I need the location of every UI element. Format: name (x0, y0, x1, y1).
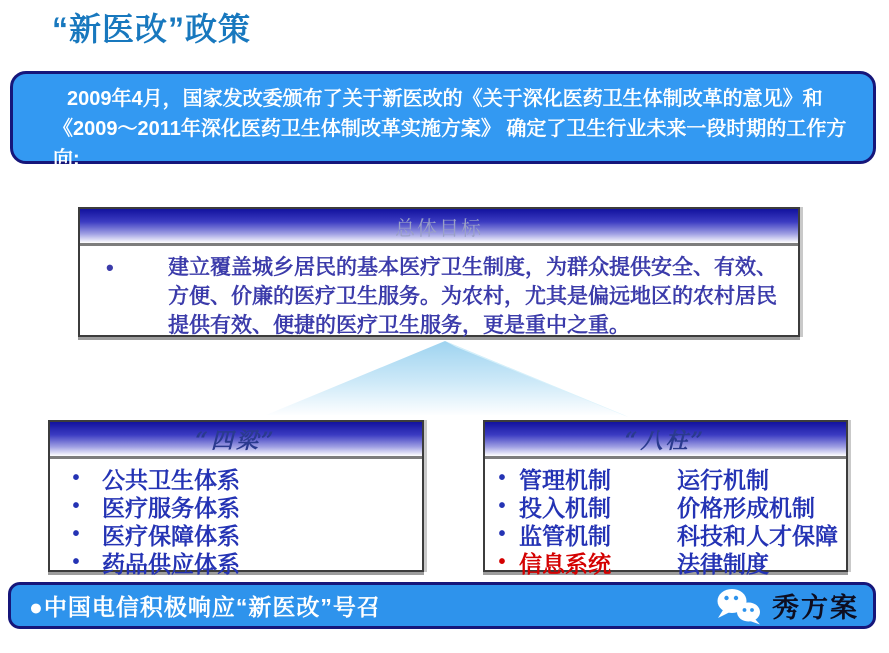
bullet-marker: • (498, 494, 506, 517)
overall-goal-text: 建立覆盖城乡居民的基本医疗卫生制度，为群众提供安全、有效、方便、价廉的医疗卫生服务。为农村，尤其是偏远地区的农村居民提供有效、便捷的医疗卫生服务，更是重中之重。 (168, 256, 777, 337)
page-title: “新医改”政策 (52, 11, 252, 47)
footer-brand (714, 586, 859, 625)
four-beams-header-label: “四梁” (195, 427, 277, 454)
intro-callout (10, 71, 876, 170)
intro-text: 2009年4月，国家发改委颁布了关于新医改的《关于深化医药卫生体制改革的意见》和《2009～2011年深化医药卫生体制改革实施方案》 确定了卫生行业未来一段时期的工作方向: (53, 88, 847, 170)
overall-goal-box (78, 207, 800, 337)
bullet-marker: • (498, 550, 506, 573)
eight-pillars-list (485, 465, 846, 575)
list-item-label: 法律制度 (677, 550, 769, 577)
list-item-label: 管理机制 (519, 466, 611, 493)
list-item-label: 信息系统 (519, 550, 611, 577)
four-beams-list (50, 465, 422, 575)
overall-goal-header (80, 209, 798, 246)
list-item-label: 投入机制 (519, 494, 611, 521)
list-item-label: 运行机制 (677, 466, 769, 493)
bullet-marker: • (72, 494, 80, 517)
list-item-label: 医疗服务体系 (102, 494, 240, 521)
list-item (50, 521, 422, 547)
four-beams-header (50, 422, 422, 459)
list-item-label: 药品供应体系 (102, 550, 240, 577)
overall-goal-header-label: 总体目标 (395, 217, 483, 240)
list-item (50, 465, 422, 491)
list-item-label: 公共卫生体系 (102, 466, 240, 493)
list-item-highlighted (485, 549, 846, 575)
bullet-marker: • (106, 255, 114, 280)
brand-name: 秀方案 (772, 593, 859, 623)
pyramid-shape (256, 339, 634, 417)
bullet-marker: • (498, 522, 506, 545)
footer-slogan: ●中国电信积极响应“新医改”号召 (29, 594, 381, 620)
list-item-label: 医疗保障体系 (102, 522, 240, 549)
list-item-label: 价格形成机制 (677, 494, 815, 521)
bullet-marker: • (498, 466, 506, 489)
list-item-label: 监管机制 (519, 522, 611, 549)
list-item (485, 465, 846, 491)
bullet-marker: • (72, 550, 80, 573)
list-item (485, 521, 846, 547)
four-beams-box (48, 420, 424, 577)
list-item (50, 549, 422, 575)
eight-pillars-box (483, 420, 848, 577)
list-item (485, 493, 846, 519)
bullet-marker: • (72, 522, 80, 545)
list-item (50, 493, 422, 519)
footer-bar (8, 582, 876, 629)
wechat-icon (714, 587, 764, 625)
list-item-label: 科技和人才保障 (677, 522, 838, 549)
bullet-marker: • (72, 466, 80, 489)
eight-pillars-header-label: “八柱” (624, 427, 707, 454)
overall-goal-body (80, 246, 798, 340)
eight-pillars-header (485, 422, 846, 459)
